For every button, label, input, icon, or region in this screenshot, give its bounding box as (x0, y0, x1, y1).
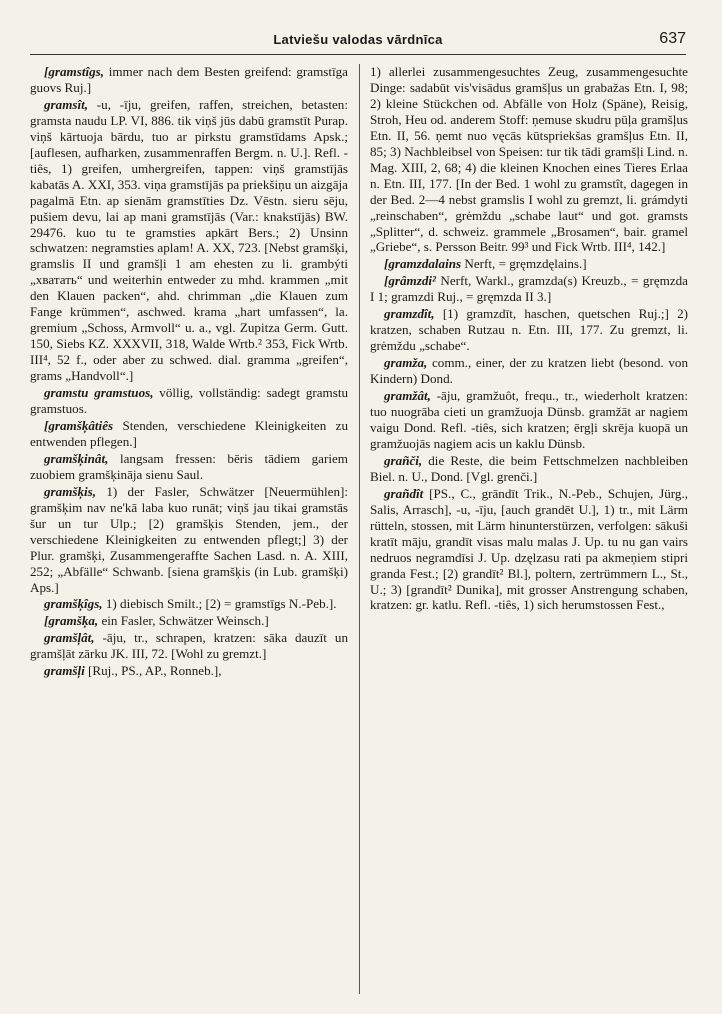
entry-headword: gramšļât, (44, 630, 95, 646)
entry-headword: gramstu gramstuos, (44, 385, 154, 401)
dictionary-entry (30, 64, 348, 96)
entry-headword: gramsît, (44, 96, 89, 112)
running-title: Latviešu valodas vārdnīca (273, 32, 443, 47)
entry-headword: gramšķis, (44, 483, 97, 499)
dictionary-entry (30, 596, 348, 612)
entry-body: Nerft, = gręmzdęlains.] (461, 256, 587, 272)
entry-headword: gramšķinât, (44, 450, 109, 466)
entry-body: -u, -īju, greifen, raffen, streichen, betasten: gramsta naudu LP. VI, 886. tik viņš jūs dabū gramstīt Purap. viņš kārtuoja bārdu, tuo ar pirkstu gramstīdams Apsk.; [auflesen, aufharken, zusammenraffen Bergm. n. U.]. Refl. -tiês, 1) greifen, umhergreifen, tappen: viņš gramstījās kabatās A. XXI, 353. viņa gramstījās pa priekšiņu un aizgāja pagalmā Etn. ap sienām gramstīties Dz. Vēstn. sieru sēju, pušiem devu, lai ap mani gramstījās (Var.: knakstījās) BW. 29476. kuo tu te gramsties apkārt Bers.; 2) Unsinn schwatzen: negramsties aplam! A. XX, 723. [Nebst gramšķi, gramslis II und gramšļi 1 am ehesten zu li. grambýti „хватать“ und weiterhin entweder zu mhd. krammen „mit den Klauen packen“, ahd. chrimman „die Klauen zum Fange krümmen“, aschwed. krama „hart umfassen“, la. gremium „Schoss, Armvoll“ u. a., vgl. Zupitza Germ. Gutt. 150, Siebs KZ. XXXVII, 318, Walde Wrtb.² 353, Fick Wrtb. III⁴, 52 f., oder aber zu schwed. dial. gramma „greifen“, grams „Handvoll“.] (30, 96, 348, 384)
page-number: 637 (659, 30, 686, 47)
entry-headword: grañdît (384, 485, 424, 501)
entry-body: 1) diebisch Smilt.; [2) = gramstīgs N.-Peb.]. (102, 596, 337, 612)
entry-headword: gramzdît, (384, 306, 435, 322)
entry-headword: gramšļi (44, 663, 85, 679)
entry-headword: gramža, (384, 355, 428, 371)
entry-body: die Reste, die beim Fettschmelzen nachbleiben Biel. n. U., Dond. [Vgl. grenči.] (370, 452, 688, 484)
entry-headword: gramšķîgs, (44, 596, 103, 612)
entry-headword: gramžât, (384, 388, 431, 404)
entry-body: [1) gramzdīt, haschen, quetschen Ruj.;] 2) kratzen, schaben Rutzau n. Etn. III, 177. Zu gremzt, li. grėmždu „schabe“. (370, 306, 688, 354)
dictionary-entry (30, 418, 348, 450)
entry-body: [Ruj., PS., AP., Ronneb.], (84, 663, 222, 679)
entry-headword: [gramstîgs, (44, 64, 105, 79)
dictionary-entry (370, 388, 688, 452)
dictionary-entry (30, 663, 348, 679)
entry-headword: [gramšķa, (44, 613, 99, 629)
dictionary-entry (370, 355, 688, 387)
entry-body: langsam fressen: bēris tādiem gariem zuobiem gramšķināja sienu Saul. (30, 450, 348, 482)
entry-body: 1) der Fasler, Schwätzer [Neuermühlen]: gramšķim nav ne'kā laba kuo runāt; viņš jau tikai gramstās šur un tur Ulp.; [2) gramšķis Stenden, jem., der verschiedene Kleinigkeiten zu entwenden pflegt;] 3) der Plur. gramšķi, Zusammengeraffte Sachen Lasd. n. A. XIII, 252; „Abfälle“ Schwanb. [siena gramšķis (in Lub. gramšķi) Aps.] (30, 483, 348, 595)
dictionary-entry (30, 451, 348, 483)
dictionary-entry (370, 256, 688, 272)
entry-headword: [grâmzdi² (384, 273, 436, 289)
entry-body: 1) allerlei zusammengesuchtes Zeug, zusammengesuchte Dinge: sadabūt vis'visādus gramšļus un grabažas Etn. I, 98; 2) kleine Stückchen od. Abfälle von Holz (Späne), Reisig, Stroh, Heu od. anderem Stoff: ņemuse skudru pūļa gramšļus Etn. II, 56. ņemt nuo vęcās kūtspriekšas gramšļus Etn. II, 85; 3) Nachbleibsel von Speisen: tur tik tādi gramšļi Lind. n. Mag. XIII, 2, 68; 4) die kleinen Knochen eines Tieres Erlaa n. Etn. III, 177. [In der Bed. 1 wohl zu gramstît, dagegen in der Bed. 2—4 nebst gramslis I wohl zu gremzt, li. grámdyti „reinschaben“, grėmždu „schabe laut“ und got. gramsts „Splitter“, d. schweiz. grammele „Brosamen“, bair. gramel „Griebe“, s. Persson Beitr. 99³ und Fick Wrtb. III⁴, 142.] (370, 64, 688, 255)
column-divider (359, 64, 360, 994)
dictionary-entry (30, 385, 348, 417)
dictionary-entry (370, 306, 688, 354)
dictionary-entry (370, 453, 688, 485)
dictionary-entry (30, 97, 348, 384)
entry-body: -āju, tr., schrapen, kratzen: sāka dauzīt un gramšļāt zārku JK. III, 72. [Wohl zu gremzt.] (30, 630, 348, 662)
entry-body: -āju, gramžuôt, frequ., tr., wiederholt kratzen: tuo nuogrāba cieti un gramžuoja Dünsb. gramžāt ar nagiem vaigu Dond. Refl. -tiês, sich kratzen; ērgļi skrēja kuopā un gramžuojās nagiem acis un kaklu Dünsb. (370, 388, 688, 451)
entry-body: völlig, vollständig: sadegt gramstu gramstuos. (30, 385, 348, 417)
entry-body: comm., einer, der zu kratzen liebt (besond. von Kindern) Dond. (370, 355, 688, 387)
left-column (30, 64, 348, 994)
entry-body: Nerft, Warkl., gramzda(s) Kreuzb., = gręmzda I 1; gramzdi Ruj., = gręmzda II 3.] (370, 273, 688, 305)
entry-body: ein Fasler, Schwätzer Weinsch.] (98, 613, 269, 629)
dictionary-entry (370, 64, 688, 255)
entry-headword: [gramzdalains (384, 256, 462, 272)
right-column (370, 64, 688, 994)
entry-headword: grañči, (384, 452, 423, 468)
page-header (30, 32, 686, 55)
dictionary-entry (30, 613, 348, 629)
entry-headword: [gramšķâtiês (44, 417, 114, 433)
dictionary-entry (30, 630, 348, 662)
entry-body: Stenden, verschiedene Kleinigkeiten zu entwenden pflegen.] (30, 417, 348, 449)
dictionary-entry (370, 486, 688, 614)
dictionary-entry (370, 273, 688, 305)
entry-body: [PS., C., grāndīt Trik., N.-Peb., Schujen, Jürg., Salis, Arrasch], -u, -īju, [auch grandēt U.], 1) tr., mit Lärm rütteln, stossen, mit Lärm hinunterstürzen, verfolgen: sākuši kratīt māju, grandīt visas malu malas J. Up. tu nu gan vairs nedruos negramdīsi J. Up. dzęlzasu rati pa akmeņiem stipri granda Fest.; [2) grandīt² Bl.], poltern, zertrümmern L., St., U.; 3) [grandīt² Dunika], mit grosser Anstrengung schaben, kratzen: gr. katlu. Refl. -tiês, 1) sich herumstossen Fest., (370, 485, 688, 613)
entry-body: immer nach dem Besten greifend: gramstīga guovs Ruj.] (30, 64, 348, 95)
dictionary-entry (30, 484, 348, 596)
